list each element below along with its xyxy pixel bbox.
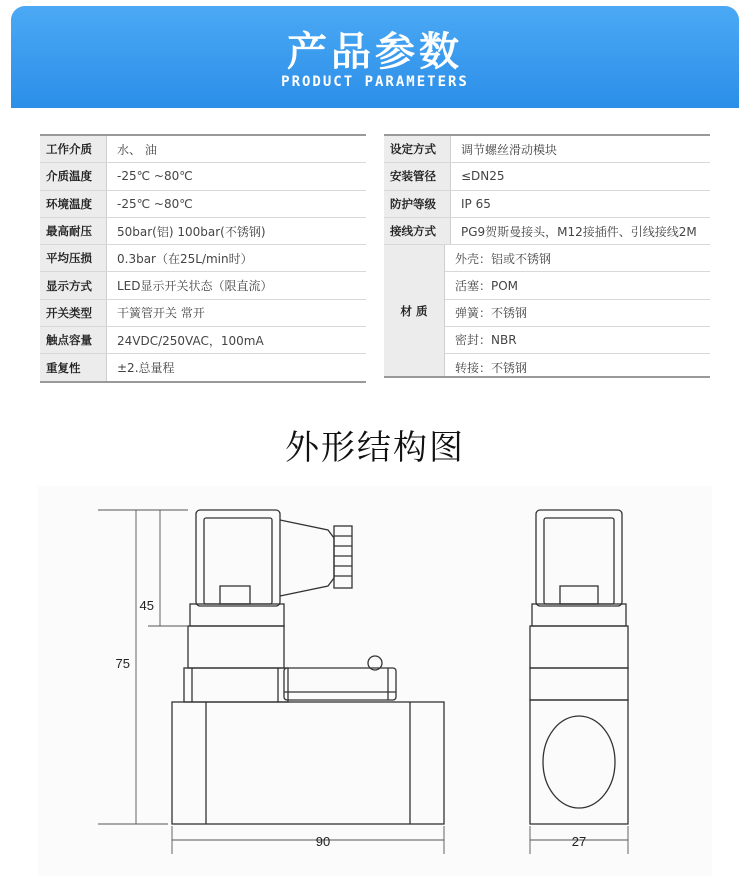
- spec-value: ≤DN25: [461, 169, 505, 184]
- port-opening: [543, 716, 615, 808]
- spec-value: 水、 油: [117, 142, 157, 157]
- spec-key: 工作介质: [40, 136, 107, 162]
- page-subtitle: PRODUCT PARAMETERS: [281, 74, 469, 90]
- spec-value: 0.3bar（在25L/min时）: [117, 251, 253, 266]
- header-banner: [11, 6, 739, 108]
- spec-key: 平均压损: [40, 245, 107, 271]
- material-item: 密封：NBR: [445, 327, 710, 354]
- side-main-body: [530, 700, 628, 824]
- spec-value: LED显示开关状态（限直流）: [117, 279, 273, 294]
- spec-value: 50bar(铝) 100bar(不锈钢): [117, 224, 266, 239]
- spec-row: [384, 163, 710, 190]
- slide-rail: [284, 668, 396, 700]
- page-title: 产品参数: [287, 29, 463, 75]
- spec-row: [40, 354, 366, 380]
- spec-key: 触点容量: [40, 327, 107, 353]
- dim-75-label: 75: [115, 656, 130, 671]
- spec-key: 显示方式: [40, 272, 107, 298]
- material-item: 活塞：POM: [445, 272, 710, 299]
- spec-table-right: [384, 134, 710, 378]
- spec-row: [40, 245, 366, 272]
- cable-gland: [280, 520, 334, 596]
- material-item: 转接：不锈钢: [455, 360, 528, 375]
- spec-row: [40, 327, 366, 354]
- material-item: 外壳：铝或不锈钢: [445, 245, 710, 272]
- spec-row: [384, 136, 710, 163]
- spec-table-left: [40, 134, 366, 383]
- material-item: 弹簧：不锈钢: [445, 300, 710, 327]
- dimension-lines: [98, 510, 628, 854]
- spec-row: [40, 218, 366, 245]
- spec-value: IP 65: [461, 196, 491, 211]
- spec-key: 安装管径: [384, 163, 451, 189]
- material-row: [384, 245, 710, 376]
- spec-row: [40, 136, 366, 163]
- spec-value: -25℃ ~80℃: [117, 196, 193, 211]
- dim-90-label: 90: [315, 834, 331, 849]
- spec-row: [384, 191, 710, 218]
- spec-row: [384, 218, 710, 245]
- material-list: [445, 245, 710, 376]
- side-connector-hood: [536, 510, 622, 606]
- main-body: [172, 702, 444, 824]
- dim-27-label: 27: [571, 834, 587, 849]
- outline-drawing: [38, 486, 712, 876]
- spec-value: PG9贺斯曼接头，M12接插件、引线接线2M: [461, 224, 697, 239]
- spec-value: 调节螺丝滑动模块: [461, 142, 558, 157]
- spec-value: -25℃ ~80℃: [117, 169, 193, 184]
- connector-hood: [196, 510, 280, 606]
- spec-value: 24VDC/250VAC，100mA: [117, 333, 264, 348]
- outline-drawing-svg: [38, 486, 712, 876]
- spec-value: ±2.总量程: [117, 361, 175, 376]
- spec-key: 最高耐压: [40, 218, 107, 244]
- side-view: [530, 510, 628, 824]
- material-key: 材 质: [384, 245, 445, 376]
- dim-45-label: 45: [139, 598, 154, 613]
- spec-value: 干簧管开关 常开: [117, 306, 205, 321]
- spec-key: 介质温度: [40, 163, 107, 189]
- spec-key: 开关类型: [40, 300, 107, 326]
- spec-key: 重复性: [40, 354, 107, 380]
- spec-key: 设定方式: [384, 136, 451, 162]
- spec-row: [40, 300, 366, 327]
- spec-row: [40, 272, 366, 299]
- outline-title: 外形结构图: [285, 428, 465, 468]
- spec-key: 接线方式: [384, 218, 451, 244]
- spec-row: [40, 191, 366, 218]
- front-view: [172, 510, 444, 824]
- spec-key: 防护等级: [384, 191, 451, 217]
- spec-key: 环境温度: [40, 191, 107, 217]
- spec-row: [40, 163, 366, 190]
